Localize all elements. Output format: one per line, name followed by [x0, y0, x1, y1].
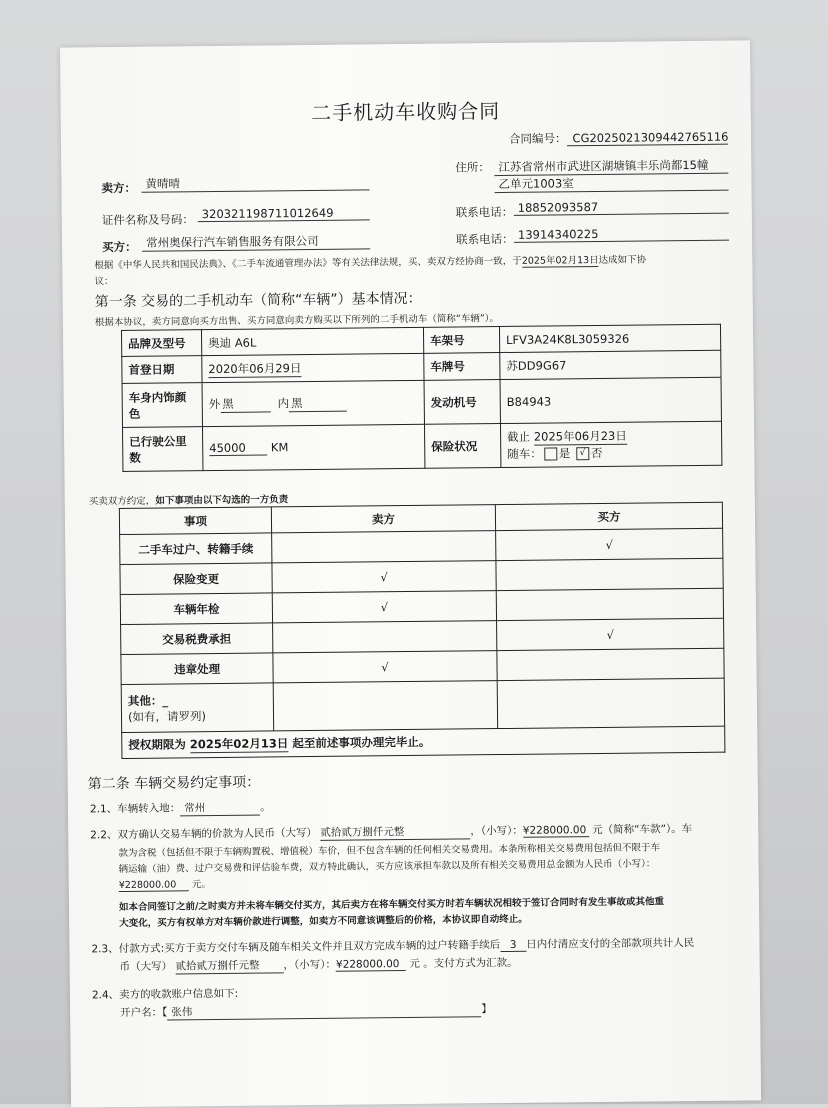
- buyer-label: 买方：: [102, 239, 137, 255]
- responsibility-item: 交易税费承担: [121, 623, 273, 655]
- mileage-label: 已行驶公里 数: [123, 427, 203, 472]
- table-row-deadline: [122, 726, 725, 758]
- brand-label: 品牌及型号: [121, 330, 201, 357]
- mileage-cell: 45000 KM: [202, 424, 424, 470]
- clause-2-1: 2.1、车辆转入地： 常州 。: [89, 801, 271, 816]
- address-label: 住所：: [455, 160, 490, 175]
- price-small: ¥228000.00: [523, 824, 589, 838]
- buyer-check[interactable]: √: [497, 618, 724, 650]
- table-row: [123, 421, 722, 471]
- article-2-title: 第二条 车辆交易约定事项：: [87, 774, 261, 793]
- mileage-value: 45000: [209, 440, 267, 456]
- buyer-check[interactable]: [497, 648, 724, 680]
- insurance-cell: 截止 2025年06月23日 随车： 是 √ 否: [500, 421, 721, 467]
- responsibility-item: 二手车过户、转籍手续: [120, 533, 272, 565]
- inner-color: 黑: [289, 395, 347, 413]
- responsibility-table: [119, 502, 726, 759]
- vehicle-info-table: [121, 324, 722, 472]
- contract-number: 合同编号： CG2025021309442765116: [508, 129, 729, 146]
- with-car-no-checkbox[interactable]: √: [576, 447, 589, 460]
- seller-check[interactable]: √: [273, 651, 497, 683]
- article-1-title: 第一条 交易的二手机动车（简称“车辆”）基本情况：: [94, 290, 422, 311]
- other-cell: 其他：_ (如有，请罗列): [121, 683, 273, 733]
- seller-phone-label: 联系电话：: [455, 204, 514, 220]
- vin-value: LFV3A24K8L3059326: [499, 324, 720, 352]
- buyer-check[interactable]: [496, 558, 723, 590]
- transfer-city: 常州: [180, 800, 260, 817]
- price-upper: 贰拾贰万捌仟元整: [320, 823, 470, 841]
- buyer-check[interactable]: [496, 588, 723, 620]
- reg-date-cell: [202, 353, 424, 382]
- reg-date-label: 首登日期: [122, 356, 202, 384]
- header-item: 事项: [119, 507, 271, 535]
- vin-label: 车架号: [423, 327, 499, 354]
- payment-upper: 贰拾贰万捌仟元整: [175, 957, 283, 974]
- engine-value: B84943: [500, 377, 721, 423]
- article-1-intro: 根据本协议，卖方同意向买方出售、买方同意向卖方购买以下所列的二手机动车（简称“车辆”）。: [94, 313, 500, 329]
- clause-2-3-line1: 2.3、付款方式:买方于卖方交付车辆及随车相关文件并且双方完成车辆的过户转籍手续后 3 日内付清应支付的全部款项共计人民: [91, 937, 695, 956]
- seller-check[interactable]: √: [272, 591, 496, 623]
- clause-2-2-line3: 辆运输（油）费、过户交易费和评估验车费，双方特此确认，买方应该承担车款以及所有相关交易费用总金额为人民币（小写）：: [118, 858, 656, 876]
- clause-2-3-line2: 币（大写） 贰拾贰万捌仟元整 ，（小写）：¥228000.00 元 。支付方式为汇款。: [119, 956, 518, 974]
- seller-phone: 18852093587: [514, 199, 729, 216]
- id-number: 320321198711012649: [198, 205, 370, 222]
- engine-label: 发动机号: [424, 380, 500, 425]
- account-holder: 开户名：【 张伟 】: [120, 1003, 492, 1020]
- seller-check[interactable]: √: [272, 561, 496, 593]
- other-hint: (如有，请罗列): [127, 708, 207, 724]
- responsibility-rows: [120, 528, 725, 684]
- color-cell: 外 黑 内 黑: [202, 380, 424, 426]
- document-title: 二手机动车收购合同: [311, 99, 501, 125]
- account-holder-name: 张伟: [167, 1001, 481, 1020]
- insurance-label: 保险状况: [424, 424, 500, 469]
- outer-color: 黑: [220, 395, 270, 413]
- buyer-phone: 13914340225: [514, 226, 729, 243]
- basis-paragraph: 根据《中华人民共和国民法典》、《二手车流通管理办法》等有关法律法规，买、卖双方经协商一致，于2025年02月13日达成如下协: [94, 251, 646, 272]
- seller-label: 卖方：: [101, 180, 137, 196]
- buyer-name: 常州奥保行汽车销售服务有限公司: [142, 232, 370, 251]
- seller-check[interactable]: [272, 531, 496, 563]
- clause-2-2-bold-line1: 如本合同签订之前/之时卖方并未将车辆交付买方，其后卖方在将车辆交付买方时若车辆状况相较于签订合同时有发生事故或其他重: [118, 896, 665, 914]
- seller-name: 黄晴晴: [141, 173, 369, 192]
- deadline-date: 2025年02月13日: [189, 736, 289, 752]
- responsibility-item: 违章处理: [121, 653, 273, 685]
- clause-2-4-line1: 2.4、卖方的收款账户信息如下:: [91, 987, 239, 1002]
- other-value: _: [162, 693, 169, 708]
- clause-2-2-bold-line2: 大变化，买方有权单方对车辆价款进行调整，如卖方不同意该调整后的价格，本协议即自动终止。: [119, 913, 528, 930]
- deadline-cell: 授权期限为 2025年02月13日 起至前述事项办理完毕止。: [122, 726, 725, 758]
- with-car-yes-checkbox[interactable]: [544, 447, 557, 460]
- seller-check[interactable]: [273, 621, 497, 653]
- color-label: 车身内饰颜 色: [122, 383, 202, 428]
- buyer-check[interactable]: √: [496, 528, 723, 560]
- table-row: [122, 377, 721, 427]
- plate-value: 苏DD9G67: [500, 350, 721, 379]
- clause-2-2-line2: 款为含税（包括但不限于车辆购置税、增值税）车价，但不包含车辆的任何相关交易费用。本条所称相关交易费用包括但不限于车: [118, 842, 661, 860]
- header-buyer: 买方: [495, 502, 722, 530]
- id-label: 证件名称及号码：: [101, 212, 194, 228]
- table-row-other: [121, 678, 724, 732]
- brand-value: 奥迪 A6L: [201, 327, 423, 355]
- payment-small: ¥228000.00: [336, 958, 406, 972]
- insurance-until: 2025年06月23日: [533, 428, 627, 444]
- reg-date-value: 2020年06月29日: [208, 360, 302, 376]
- clause-2-2-line1: 2.2、双方确认交易车辆的价款为人民币（大写） 贰拾贰万捌仟元整 ，（小写）：¥228000.00 元（简称“车款”）。车: [90, 823, 693, 842]
- header-seller: 卖方: [271, 505, 495, 533]
- buyer-phone-label: 联系电话：: [455, 231, 514, 247]
- responsibility-item: 保险变更: [120, 563, 272, 595]
- responsibility-item: 车辆年检: [120, 593, 272, 625]
- responsibility-intro: 买卖双方约定，如下事项由以下勾选的一方负责: [88, 494, 289, 508]
- basis-paragraph-line2: 议：: [94, 276, 114, 288]
- contract-page: [60, 40, 761, 1107]
- total-amount: ¥228000.00: [119, 879, 189, 892]
- plate-label: 车牌号: [424, 353, 500, 381]
- seller-address-line1: 江苏省常州市武进区湖塘镇丰乐尚都15幢: [494, 157, 728, 176]
- clause-2-2-line4: ¥228000.00 元。: [118, 879, 211, 892]
- payment-days: 3: [500, 939, 526, 952]
- seller-address-line2: 乙单元1003室: [494, 174, 728, 193]
